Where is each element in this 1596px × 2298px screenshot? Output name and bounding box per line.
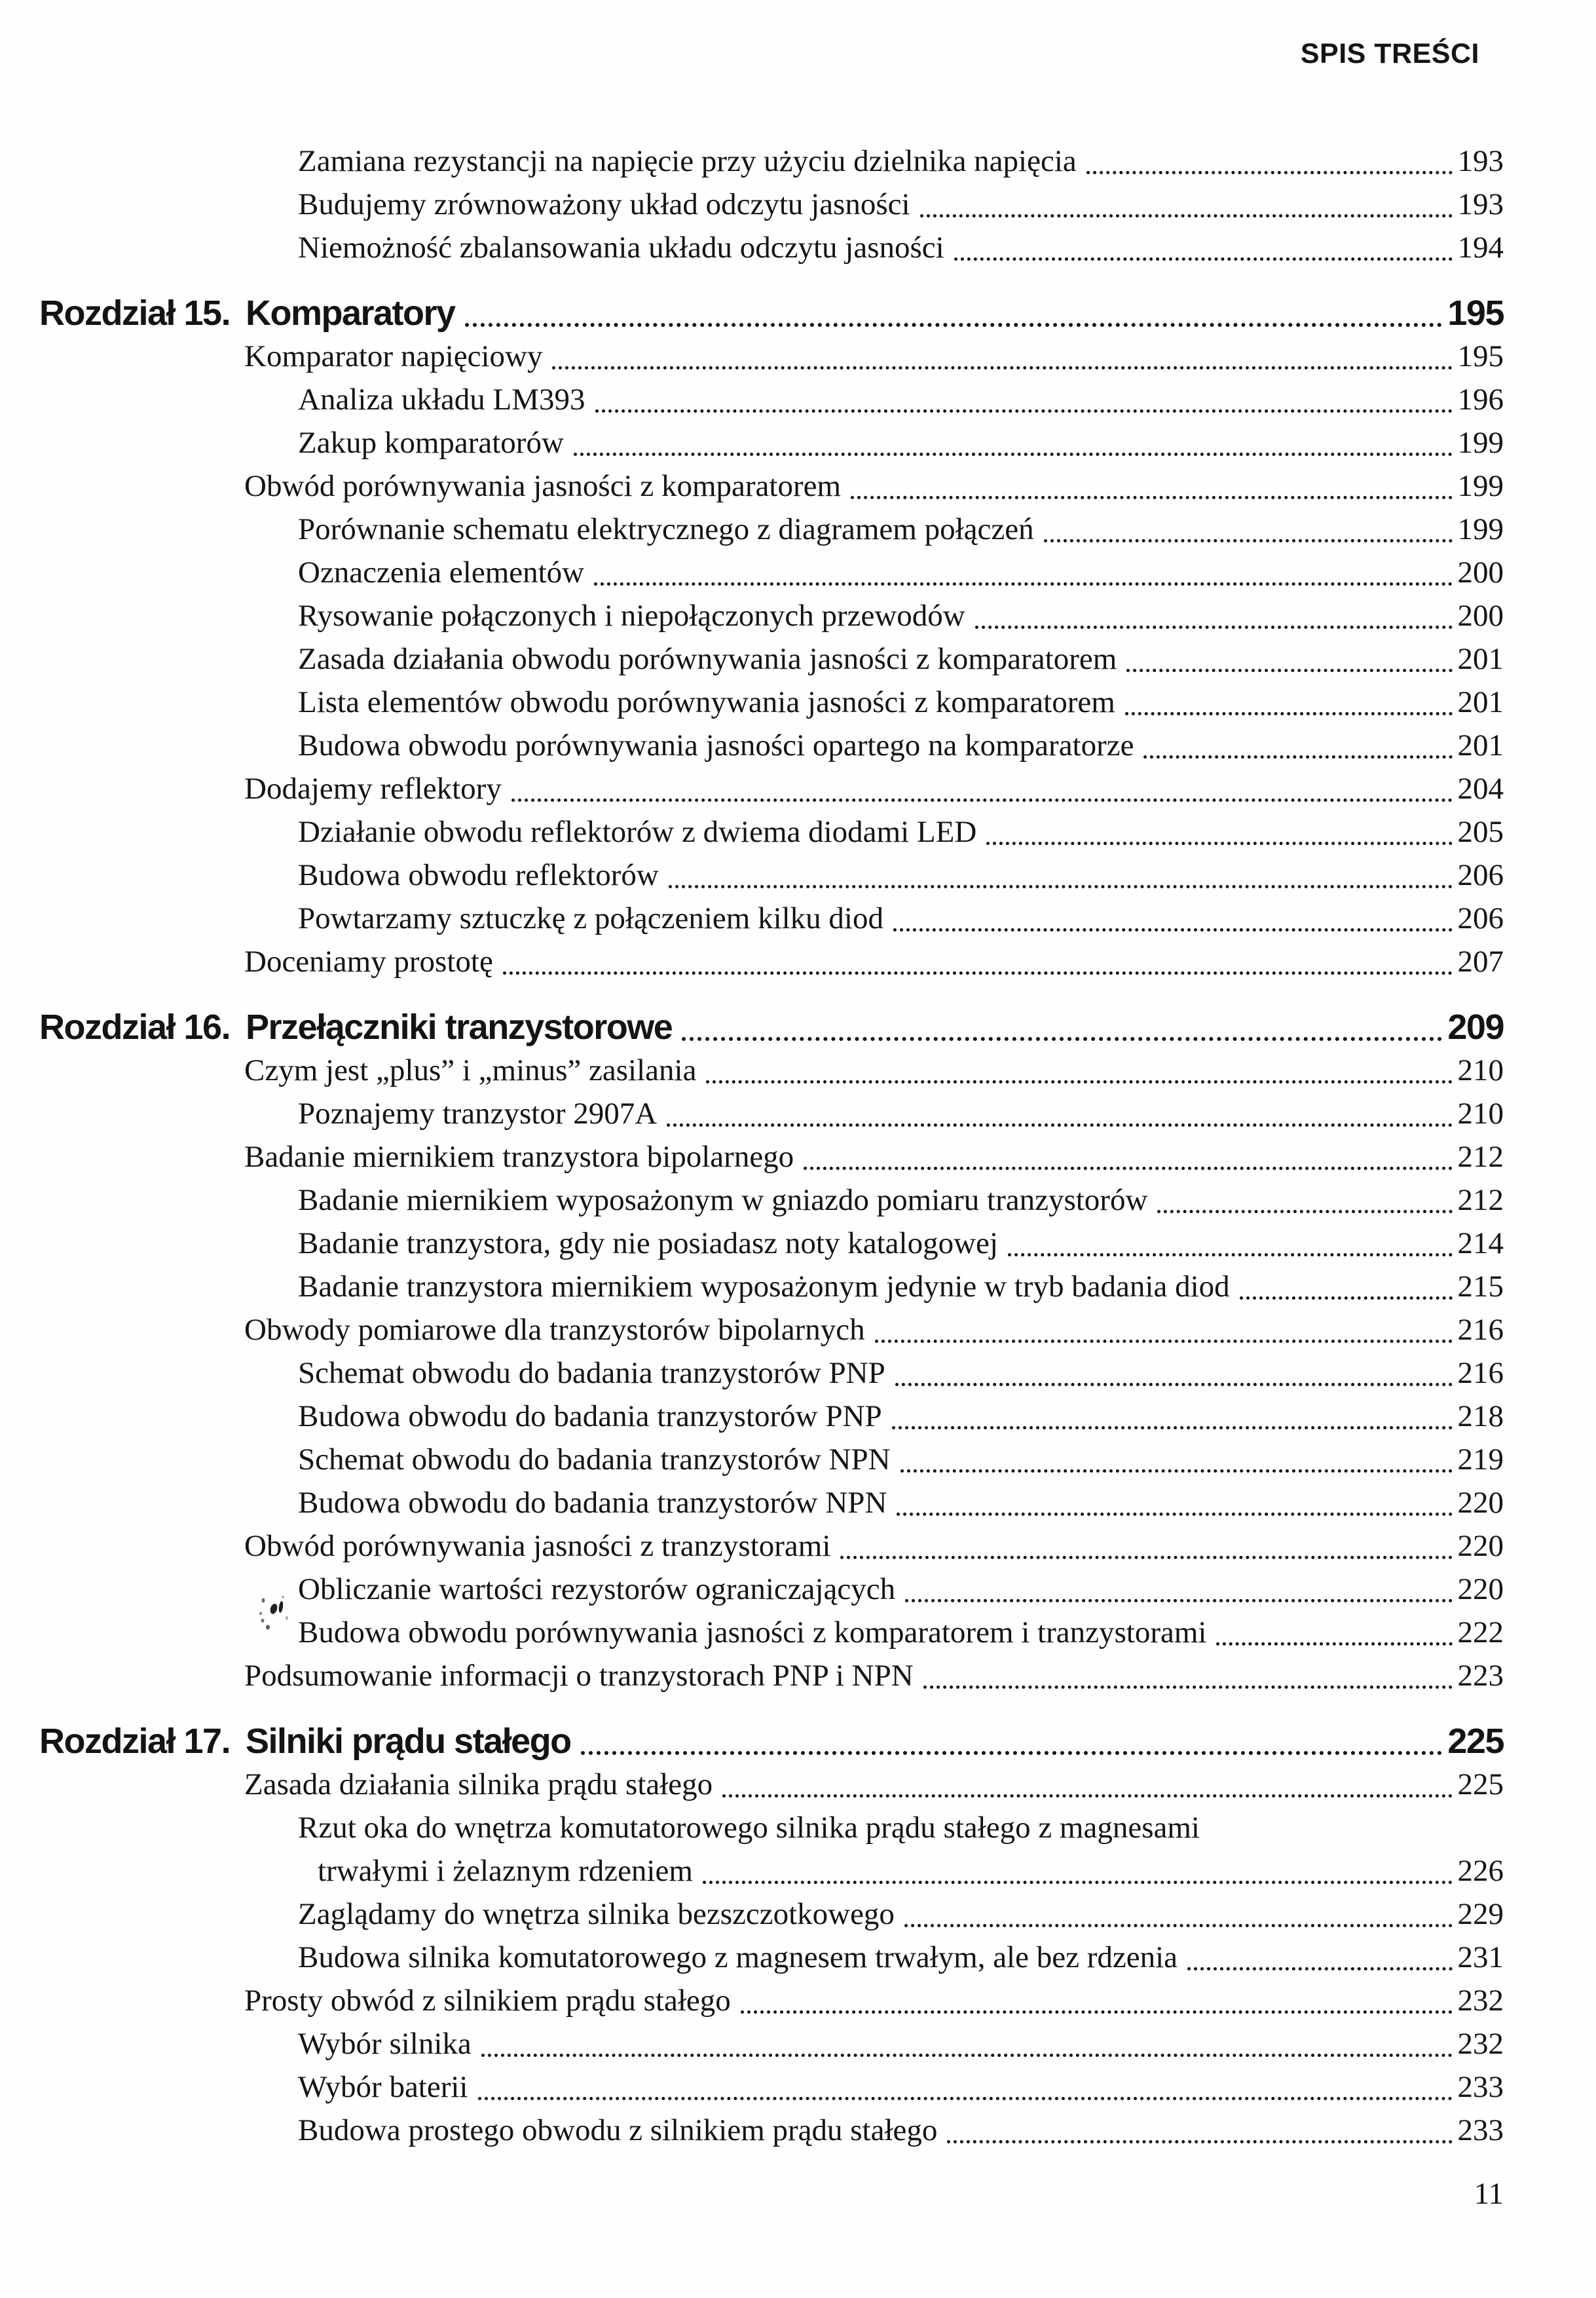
entry-page-number: 222 <box>1457 1615 1504 1649</box>
entry-page-number: 199 <box>1457 469 1504 503</box>
dot-leader <box>1187 1967 1453 1970</box>
entry-page-number: 215 <box>1457 1270 1504 1304</box>
entry-title: Budowa obwodu porównywania jasności z komparatorem i tranzystorami <box>298 1615 1207 1649</box>
entry-title: Zaglądamy do wnętrza silnika bezszczotkowego <box>298 1897 895 1931</box>
chapter-row <box>39 1006 1504 1049</box>
dot-leader <box>892 1426 1453 1429</box>
entry-title: Badanie tranzystora, gdy nie posiadasz noty katalogowej <box>298 1226 998 1260</box>
dot-leader <box>804 1167 1452 1170</box>
entry-title: Budowa obwodu reflektorów <box>298 858 659 892</box>
entry-page-number: 204 <box>1457 772 1504 806</box>
entry-title: Rysowanie połączonych i niepołączonych przewodów <box>298 599 965 633</box>
chapter-label: Rozdział 17. <box>39 1722 231 1761</box>
entry-page-number: 216 <box>1457 1356 1504 1390</box>
dot-leader <box>478 2097 1453 2100</box>
dot-leader <box>1240 1296 1453 1300</box>
toc-entry-row <box>39 1092 1504 1135</box>
entry-page-number: 193 <box>1457 144 1504 178</box>
entry-page-number: 194 <box>1457 231 1504 265</box>
toc-entry-row <box>39 1438 1504 1481</box>
dot-leader <box>503 971 1453 975</box>
entry-title: Podsumowanie informacji o tranzystorach PNP i NPN <box>244 1659 914 1693</box>
entry-title: Dodajemy reflektory <box>244 772 502 806</box>
entry-page-number: 201 <box>1457 642 1504 676</box>
entry-page-number: 218 <box>1457 1399 1504 1433</box>
toc-entry-row <box>39 940 1504 983</box>
toc-entry-row <box>39 1308 1504 1351</box>
entry-page-number: 226 <box>1457 1854 1504 1888</box>
entry-title: Zasada działania silnika prądu stałego <box>244 1767 713 1801</box>
entry-title: Analiza układu LM393 <box>298 383 585 417</box>
entry-page-number: 201 <box>1457 728 1504 763</box>
entry-title: Czym jest „plus” i „minus” zasilania <box>244 1053 697 1087</box>
entry-title: Komparator napięciowy <box>244 339 543 373</box>
toc-list <box>39 140 1504 2152</box>
entry-title: Obwód porównywania jasności z komparatorem <box>244 469 842 503</box>
toc-entry-row <box>39 897 1504 940</box>
entry-page-number: 200 <box>1457 599 1504 633</box>
entry-title: Doceniamy prostotę <box>244 945 493 979</box>
entry-title: Zakup komparatorów <box>298 426 564 460</box>
entry-title: Niemożność zbalansowania układu odczytu jasności <box>298 231 944 265</box>
chapter-label: Rozdział 16. <box>39 1008 231 1047</box>
entry-title: Porównanie schematu elektrycznego z diagramem połączeń <box>298 512 1034 546</box>
entry-page-number: 229 <box>1457 1897 1504 1931</box>
dot-leader <box>481 2054 1453 2057</box>
entry-page-number: 210 <box>1457 1097 1504 1131</box>
entry-title: Badanie miernikiem wyposażonym w gniazdo pomiaru tranzystorów <box>298 1183 1148 1217</box>
dot-leader <box>706 1080 1452 1083</box>
toc-entry-row <box>39 140 1504 183</box>
chapter-page-number: 195 <box>1447 293 1504 333</box>
entry-page-number: 223 <box>1457 1659 1504 1693</box>
page-number: 11 <box>1474 2177 1504 2211</box>
dot-leader <box>722 1794 1452 1798</box>
entry-title: Budowa prostego obwodu z silnikiem prądu stałego <box>298 2113 938 2147</box>
toc-entry-row <box>39 1135 1504 1178</box>
toc-entry-row <box>39 2109 1504 2152</box>
entry-title: Badanie tranzystora miernikiem wyposażonym jedynie w tryb badania diod <box>298 1270 1230 1304</box>
dot-leader <box>897 1513 1452 1516</box>
toc-entry-row <box>39 1893 1504 1936</box>
toc-entry-row <box>39 681 1504 724</box>
entry-page-number: 220 <box>1457 1529 1504 1563</box>
dot-leader <box>840 1556 1452 1559</box>
entry-page-number: 220 <box>1457 1572 1504 1606</box>
dot-leader <box>947 2140 1452 2143</box>
entry-title: Badanie miernikiem tranzystora bipolarnego <box>244 1140 794 1174</box>
entry-page-number: 206 <box>1457 901 1504 935</box>
dot-leader <box>1008 1253 1453 1256</box>
toc-entry-row <box>39 1763 1504 1806</box>
dot-leader <box>574 453 1453 456</box>
dot-leader <box>1143 755 1452 759</box>
entry-page-number: 195 <box>1457 339 1504 373</box>
entry-page-number: 231 <box>1457 1940 1504 1974</box>
toc-entry-row <box>39 724 1504 767</box>
dot-leader <box>682 1037 1442 1041</box>
entry-title: Budowa silnika komutatorowego z magnesem trwałym, ale bez rdzenia <box>298 1940 1178 1974</box>
dot-leader <box>851 496 1452 499</box>
entry-title: Schemat obwodu do badania tranzystorów PNP <box>298 1356 885 1390</box>
toc-entry-row <box>39 1654 1504 1697</box>
entry-page-number: 199 <box>1457 426 1504 460</box>
dot-leader <box>1044 539 1453 542</box>
toc-entry-row-wrapped <box>39 1806 1504 1849</box>
toc-entry-row <box>39 1979 1504 2022</box>
toc-entry-row <box>39 1481 1504 1524</box>
entry-title: Oznaczenia elementów <box>298 556 585 590</box>
entry-title: Budowa obwodu do badania tranzystorów NPN <box>298 1486 887 1520</box>
entry-page-number: 200 <box>1457 556 1504 590</box>
toc-entry-row <box>39 508 1504 551</box>
entry-page-number: 212 <box>1457 1183 1504 1217</box>
entry-title: Poznajemy tranzystor 2907A <box>298 1097 658 1131</box>
dot-leader <box>900 1469 1453 1473</box>
dot-leader <box>923 1686 1453 1689</box>
toc-entry-row <box>39 464 1504 508</box>
toc-entry-row <box>39 2065 1504 2109</box>
chapter-row <box>39 1720 1504 1763</box>
toc-entry-row <box>39 183 1504 226</box>
entry-title: Lista elementów obwodu porównywania jasności z komparatorem <box>298 685 1115 719</box>
dot-leader <box>920 214 1453 217</box>
entry-page-number: 220 <box>1457 1486 1504 1520</box>
toc-entry-row <box>39 551 1504 594</box>
entry-page-number: 233 <box>1457 2113 1504 2147</box>
entry-title: Budujemy zrównoważony układ odczytu jasności <box>298 187 910 221</box>
entry-page-number: 214 <box>1457 1226 1504 1260</box>
dot-leader <box>511 799 1453 802</box>
entry-title: trwałymi i żelaznym rdzeniem <box>318 1854 693 1888</box>
entry-title: Obliczanie wartości rezystorów ograniczających <box>298 1572 896 1606</box>
dot-leader <box>1157 1210 1452 1213</box>
toc-entry-row <box>39 335 1504 378</box>
dot-leader <box>1216 1642 1452 1646</box>
dot-leader <box>875 1340 1453 1343</box>
toc-entry-row <box>39 2022 1504 2065</box>
dot-leader <box>594 582 1452 586</box>
toc-entry-row <box>39 594 1504 637</box>
toc-entry-row <box>39 1351 1504 1395</box>
entry-page-number: 205 <box>1457 815 1504 849</box>
entry-page-number: 232 <box>1457 2027 1504 2061</box>
entry-title: Wybór baterii <box>298 2070 468 2104</box>
toc-entry-row <box>39 378 1504 421</box>
entry-page-number: 193 <box>1457 187 1504 221</box>
dot-leader <box>1125 712 1453 715</box>
toc-entry-row <box>39 1265 1504 1308</box>
chapter-title: Silniki prądu stałego <box>246 1722 571 1761</box>
chapter-row <box>39 292 1504 335</box>
entry-page-number: 207 <box>1457 945 1504 979</box>
entry-title: Schemat obwodu do badania tranzystorów NPN <box>298 1442 891 1477</box>
dot-leader <box>893 928 1453 932</box>
toc-entry-row <box>39 226 1504 269</box>
entry-title: Zasada działania obwodu porównywania jasności z komparatorem <box>298 642 1117 676</box>
dot-leader <box>703 1881 1453 1884</box>
entry-title: Wybór silnika <box>298 2027 472 2061</box>
entry-page-number: 199 <box>1457 512 1504 546</box>
toc-entry-row <box>39 1849 1504 1893</box>
toc-entry-row <box>39 1395 1504 1438</box>
toc-entry-row <box>39 1049 1504 1092</box>
dot-leader <box>1086 171 1453 174</box>
entry-page-number: 196 <box>1457 383 1504 417</box>
entry-page-number: 233 <box>1457 2070 1504 2104</box>
toc-entry-row <box>39 767 1504 810</box>
dot-leader <box>595 409 1453 413</box>
chapter-label: Rozdział 15. <box>39 293 231 333</box>
dot-leader <box>905 1599 1452 1602</box>
entry-title: Budowa obwodu do badania tranzystorów PNP <box>298 1399 882 1433</box>
entry-title: Obwody pomiarowe dla tranzystorów bipolarnych <box>244 1313 865 1347</box>
toc-entry-row <box>39 421 1504 464</box>
toc-entry-row <box>39 637 1504 681</box>
dot-leader <box>465 323 1443 327</box>
entry-page-number: 216 <box>1457 1313 1504 1347</box>
dot-leader <box>552 366 1452 369</box>
entry-title: Prosty obwód z silnikiem prądu stałego <box>244 1984 731 2018</box>
dot-leader <box>954 257 1453 261</box>
dot-leader <box>986 842 1452 845</box>
dot-leader <box>1126 669 1452 672</box>
entry-page-number: 219 <box>1457 1442 1504 1477</box>
chapter-page-number: 225 <box>1447 1722 1504 1761</box>
dot-leader <box>581 1751 1443 1755</box>
entry-page-number: 210 <box>1457 1053 1504 1087</box>
toc-entry-row <box>39 854 1504 897</box>
entry-title: Rzut oka do wnętrza komutatorowego silnika prądu stałego z magnesami <box>298 1811 1200 1845</box>
toc-entry-row <box>39 1524 1504 1568</box>
ink-smudge-artifact <box>254 1592 293 1634</box>
entry-title: Budowa obwodu porównywania jasności opartego na komparatorze <box>298 728 1134 763</box>
chapter-page-number: 209 <box>1447 1008 1504 1047</box>
dot-leader <box>895 1383 1453 1386</box>
toc-entry-row <box>39 1222 1504 1265</box>
dot-leader <box>669 885 1453 888</box>
toc-entry-row <box>39 1178 1504 1222</box>
page-header: SPIS TREŚCI <box>1300 38 1479 69</box>
entry-title: Działanie obwodu reflektorów z dwiema diodami LED <box>298 815 977 849</box>
entry-title: Powtarzamy sztuczkę z połączeniem kilku diod <box>298 901 883 935</box>
entry-title: Obwód porównywania jasności z tranzystorami <box>244 1529 831 1563</box>
dot-leader <box>975 626 1453 629</box>
entry-page-number: 201 <box>1457 685 1504 719</box>
entry-page-number: 232 <box>1457 1984 1504 2018</box>
chapter-title: Przełączniki tranzystorowe <box>246 1008 673 1047</box>
toc-entry-row <box>39 1936 1504 1979</box>
entry-page-number: 206 <box>1457 858 1504 892</box>
chapter-title: Komparatory <box>246 293 455 333</box>
entry-title: Zamiana rezystancji na napięcie przy użyciu dzielnika napięcia <box>298 144 1077 178</box>
dot-leader <box>904 1924 1453 1927</box>
toc-entry-row <box>39 810 1504 854</box>
dot-leader <box>667 1123 1452 1127</box>
dot-leader <box>741 2010 1453 2014</box>
entry-page-number: 225 <box>1457 1767 1504 1801</box>
entry-page-number: 212 <box>1457 1140 1504 1174</box>
